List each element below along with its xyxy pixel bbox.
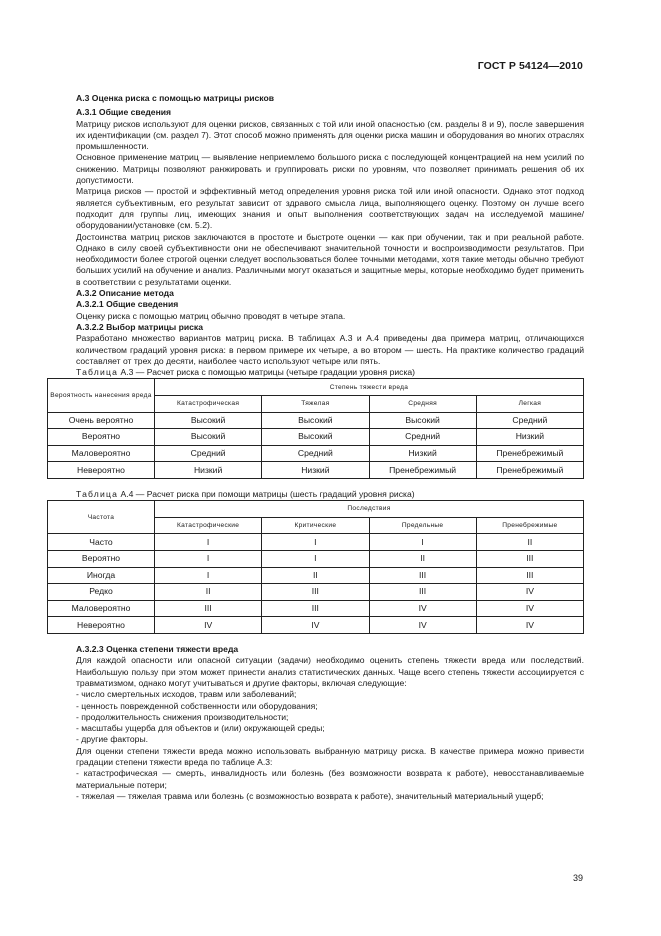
table-cell: Низкий <box>155 462 262 479</box>
table-a3-row-label: Очень вероятно <box>48 412 155 429</box>
table-row <box>48 600 584 617</box>
risk-matrix-table-a3 <box>47 378 584 479</box>
table-cell: IV <box>155 617 262 634</box>
table-cell: Высокий <box>155 412 262 429</box>
table-row <box>48 584 584 601</box>
section-a31-title-text: А.3.1 Общие сведения <box>76 107 172 118</box>
table-cell: Высокий <box>155 429 262 446</box>
table-a4-column-header: Пренебрежимые <box>476 517 583 534</box>
table-cell: II <box>476 534 583 551</box>
table-cell: III <box>369 584 476 601</box>
table-cell: III <box>476 551 583 568</box>
table-a3-column-header: Катастрофическая <box>155 396 262 413</box>
table-cell: III <box>262 600 369 617</box>
table-cell: Высокий <box>369 412 476 429</box>
section-a323-title: А.3.2.3 Оценка степени тяжести вреда <box>76 644 239 655</box>
list-item: - масштабы ущерба для объектов и (или) окружающей среды; <box>76 723 325 734</box>
table-cell: IV <box>476 600 583 617</box>
table-cell: IV <box>476 584 583 601</box>
table-cell: Пренебрежимый <box>369 462 476 479</box>
table-a3-column-header: Легкая <box>476 396 583 413</box>
table-cell: Низкий <box>369 445 476 462</box>
paragraph-a322-1: Разработано множество вариантов матриц риска. В таблицах А.3 и А.4 приведены два примера матриц, отличающихся количеством градаций уровня риска: в первом примере их четыре, а во втором — шесть. На практике количество градаций составляет от трех до десяти, наиболее часто используют четыре или пять. <box>76 333 584 366</box>
paragraph-a31-1 <box>76 119 584 153</box>
table-a4-row-header: Частота <box>48 501 155 534</box>
table-cell: IV <box>369 617 476 634</box>
paragraph-a31-3-text: Матрица рисков — простой и эффективный метод определения уровня риска той или иной опасности. Однако этот подход является субъективным, его результат зависит от здравого смысла лица, выполняющего оценку. Поэтому он лучше всего подходит для группы лиц, имеющих знания и опыт выполнения соответствующих задач на исследуемой машине/оборудовании/установке (см. 5.2). <box>76 186 584 231</box>
page-number: 39 <box>572 873 583 883</box>
table-cell: I <box>262 534 369 551</box>
list-item: - катастрофическая — смерть, инвалидность или болезнь (без возможности возврата к работе), невосстанавливаемые материальные потери; <box>76 768 584 790</box>
table-a4-caption-label: Таблица <box>76 488 119 499</box>
table-a3-group-header: Степень тяжести вреда <box>155 379 584 396</box>
table-a3-row-label: Вероятно <box>48 429 155 446</box>
table-cell: III <box>369 567 476 584</box>
section-a3-title: А.3 Оценка риска с помощью матрицы рисков <box>76 93 275 103</box>
table-a4-row-label: Невероятно <box>48 617 155 634</box>
paragraph-a321-1: Оценку риска с помощью матриц обычно проводят в четыре этапа. <box>76 310 346 321</box>
table-a4-group-header: Последствия <box>155 501 584 518</box>
table-a3-caption <box>76 367 584 378</box>
table-cell: IV <box>262 617 369 634</box>
paragraph-a323-2: Для оценки степени тяжести вреда можно использовать выбранную матрицу риска. В качестве примера можно привести градации степени тяжести вреда по таблице А.3: <box>76 745 584 767</box>
list-item: - тяжелая — тяжелая травма или болезнь (с возможностью возврата к работе), значительный материальный ущерб; <box>76 790 544 801</box>
table-a3-row-label: Невероятно <box>48 462 155 479</box>
table-cell: Пренебрежимый <box>476 445 583 462</box>
list-item: - продолжительность снижения производительности; <box>76 711 289 722</box>
document-code: ГОСТ Р 54124—2010 <box>477 60 583 72</box>
table-a4-row-label: Иногда <box>48 567 155 584</box>
paragraph-a31-1-text: Матрицу рисков используют для оценки рисков, связанных с той или иной опасностью (см. разделы 8 и 9), после завершения их идентификации (см. раздел 7). Этот способ можно применять для оценки риска машин и оборудования во многих отраслях промышленности. <box>76 118 584 152</box>
table-cell: IV <box>369 600 476 617</box>
table-cell: Низкий <box>476 429 583 446</box>
list-item: - число смертельных исходов, травм или заболеваний; <box>76 689 297 700</box>
table-row <box>48 551 584 568</box>
table-cell: III <box>262 584 369 601</box>
table-cell: Средний <box>369 429 476 446</box>
table-cell: III <box>476 567 583 584</box>
paragraph-a31-4-text: Достоинства матриц рисков заключаются в простоте и быстроте оценки — как при обучении, так и при реальной работе. Однако в силу своей субъективности они не обеспечивают значительной точности и воспроизводимости результатов. При необходимости более строгой оценки следует воспользоваться более точными методами, хотя такие методы обычно требуют больших усилий на обучение и анализ. Различными могут оказаться и защитные меры, которые необходимо будет применить в соответствии с результатами оценки. <box>76 231 584 287</box>
table-row <box>48 567 584 584</box>
table-cell: I <box>262 551 369 568</box>
table-a3-column-header: Средняя <box>369 396 476 413</box>
table-cell: IV <box>476 617 583 634</box>
table-a3-caption-label: Таблица <box>76 367 119 378</box>
table-cell: II <box>155 584 262 601</box>
table-a3-column-header: Тяжелая <box>262 396 369 413</box>
section-a322-title: А.3.2.2 Выбор матрицы риска <box>76 321 204 332</box>
table-row <box>48 429 584 446</box>
table-a4-column-header: Катастрофические <box>155 517 262 534</box>
table-a4-row-label: Маловероятно <box>48 600 155 617</box>
table-cell: Высокий <box>262 412 369 429</box>
paragraph-a31-4 <box>76 232 584 288</box>
table-row <box>48 534 584 551</box>
paragraph-a31-2-text: Основное применение матриц — выявление неприемлемо большого риска с последующей концентрацией на нем усилий по снижению. Матрицы позволяют ранжировать и группировать риски по уровням, что позволяет принимать решения об их допустимости. <box>76 152 584 186</box>
table-a3-row-label: Маловероятно <box>48 445 155 462</box>
table-cell: I <box>155 567 262 584</box>
table-a4-caption-text: А.4 — Расчет риска при помощи матрицы (шесть градаций уровня риска) <box>118 488 415 499</box>
table-cell: I <box>155 534 262 551</box>
table-row <box>48 445 584 462</box>
table-cell: Средний <box>262 445 369 462</box>
table-a3-caption-text: А.3 — Расчет риска с помощью матрицы (четыре градации уровня риска) <box>118 367 416 378</box>
table-row <box>48 412 584 429</box>
table-row <box>48 617 584 634</box>
list-item: - ценность поврежденной собственности или оборудования; <box>76 700 318 711</box>
table-cell: Средний <box>476 412 583 429</box>
table-a4-column-header: Предельные <box>369 517 476 534</box>
section-a31-title <box>76 107 584 118</box>
page-content <box>50 93 584 802</box>
table-a4-row-label: Редко <box>48 584 155 601</box>
section-a32-title: А.3.2 Описание метода <box>76 288 174 299</box>
table-cell: Низкий <box>262 462 369 479</box>
risk-matrix-table-a4 <box>47 500 584 634</box>
table-row <box>48 462 584 479</box>
table-a4-column-header: Критические <box>262 517 369 534</box>
table-cell: Высокий <box>262 429 369 446</box>
table-cell: Пренебрежимый <box>476 462 583 479</box>
table-cell: I <box>155 551 262 568</box>
table-a4-row-label: Вероятно <box>48 551 155 568</box>
section-a321-title: А.3.2.1 Общие сведения <box>76 299 179 310</box>
paragraph-a31-3 <box>76 186 584 231</box>
paragraph-a31-2 <box>76 152 584 186</box>
table-cell: II <box>262 567 369 584</box>
table-cell: II <box>369 551 476 568</box>
table-a4-row-label: Часто <box>48 534 155 551</box>
list-item: - другие факторы. <box>76 734 149 745</box>
table-a3-row-header: Вероятность нанесения вреда <box>48 379 155 412</box>
table-cell: Средний <box>155 445 262 462</box>
table-cell: III <box>155 600 262 617</box>
table-cell: I <box>369 534 476 551</box>
paragraph-a323-1: Для каждой опасности или опасной ситуации (задачи) необходимо оценить степень тяжести вреда или последствий. Наибольшую пользу при этом может принести анализ статистических данных. Чаще всего степень тяжести ассоциируется с травматизмом, однако могут учитываться и другие факторы, включая следующие: <box>76 655 584 688</box>
table-a4-caption <box>76 489 584 500</box>
